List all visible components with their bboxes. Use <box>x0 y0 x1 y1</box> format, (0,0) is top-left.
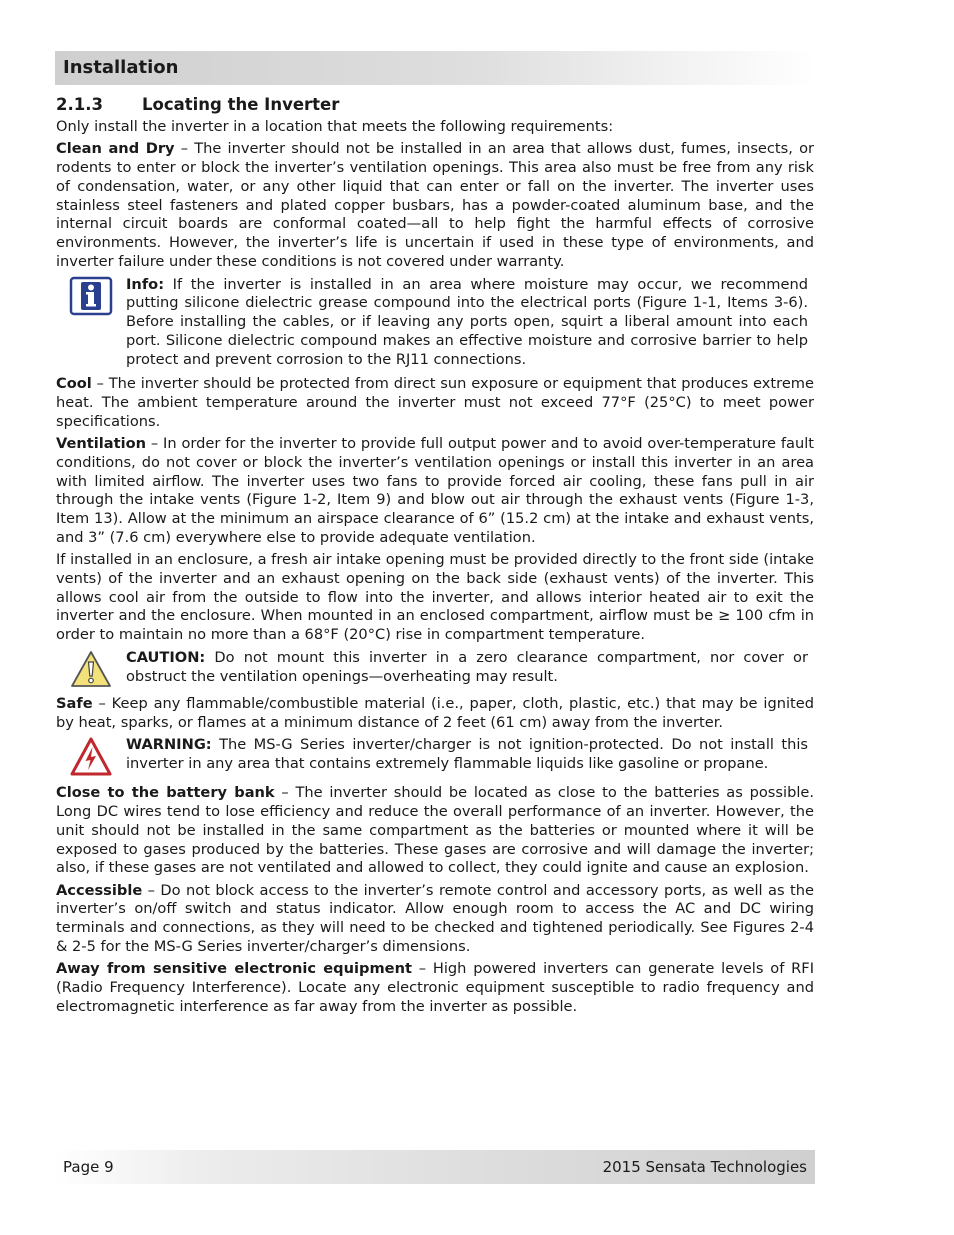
intro-paragraph: Only install the inverter in a location that meets the following requirements: <box>56 118 614 135</box>
clean-text: – The inverter should not be installed in an area that allows dust, fumes, insects, or rodents to enter or block the inverter’s ventilation openings. This area also must be free from any risk of condensation, water, or any other liquid that can enter or fall on the inverter. The inverter uses stainless steel fasteners and plated copper busbars, has a powder-coated aluminum base, and the internal circuit boards are conformal coated—all to help fight the harmful effects of corrosive environments. However, the inverter’s life is uncertain if used in these type of environments, and inverter failure under these conditions is not covered under warranty. <box>56 140 814 270</box>
warning-icon <box>69 736 113 778</box>
away-paragraph <box>56 960 814 1016</box>
info-text-block <box>126 276 814 370</box>
cool-label: Cool <box>56 375 92 393</box>
safe-text: – Keep any flammable/combustible material (i.e., paper, cloth, plastic, etc.) that may be ignited by heat, sparks, or flames at a minimum distance of 2 feet (61 cm) away from the inverter. <box>56 694 814 731</box>
caution-note <box>56 649 814 689</box>
section-title: Locating the Inverter <box>142 95 340 114</box>
header-bar <box>55 51 815 85</box>
battery-text: – The inverter should be located as close to the batteries as possible. Long DC wires tend to lose efficiency and reduce the overall performance of an inverter. However, the unit should not be installed in the same compartment as the batteries or mounted where it will be exposed to gases produced by the batteries. These gases are corrosive and will damage the inverter; also, if these gases are not ventilated and allowed to collect, they could ignite and cause an explosion. <box>56 784 815 877</box>
info-label: Info: <box>126 275 165 293</box>
header-title: Installation <box>63 57 179 78</box>
warning-note <box>56 736 814 778</box>
safe-label: Safe <box>56 694 93 712</box>
caution-text: Do not mount this inverter in a zero clearance compartment, nor cover or obstruct the ventilation openings—overheating may result. <box>126 648 808 685</box>
page-number: Page 9 <box>63 1158 114 1176</box>
clean-and-dry-paragraph <box>56 140 814 271</box>
section-number: 2.1.3 <box>56 95 103 114</box>
ventilation-label: Ventilation <box>56 435 147 452</box>
cool-text: – The inverter should be protected from direct sun exposure or equipment that produces extreme heat. The ambient temperature around the inverter must not exceed 77°F (25°C) to meet power specifications. <box>56 375 814 430</box>
info-icon <box>69 276 113 316</box>
info-text: If the inverter is installed in an area where moisture may occur, we recommend putting silicone dielectric grease compound into the electrical ports (Figure 1-1, Items 3-6). Before installing the cables, or if leaving any ports open, squirt a liberal amount into each port. Silicone dielectric compound makes an effective moisture and corrosive barrier to help protect and prevent corrosion to the RJ11 connections. <box>126 275 808 368</box>
page-content <box>56 118 814 1020</box>
cool-paragraph <box>56 375 814 431</box>
safe-paragraph <box>56 695 814 733</box>
clean-label: Clean and Dry <box>56 140 175 158</box>
section-heading <box>56 95 339 114</box>
ventilation-paragraph <box>56 435 814 548</box>
warning-label: WARNING: <box>126 736 212 754</box>
battery-paragraph <box>56 784 814 878</box>
footer-bar <box>55 1150 815 1184</box>
enclosure-paragraph: If installed in an enclosure, a fresh air intake opening must be provided directly to the front side (intake vents) of the inverter and an exhaust opening on the back side (exhaust vents) of the inverter. This allows cool air from the outside to flow into the inverter, and allows interior heated air to exit the inverter and the enclosure. When mounted in an enclosed compartment, airflow must be ≥ 100 cfm in order to maintain no more than a 68°F (20°C) rise in compartment temperature. <box>56 551 814 643</box>
warning-text-block <box>126 736 814 778</box>
accessible-label: Accessible <box>56 881 143 899</box>
accessible-paragraph <box>56 882 814 957</box>
copyright: 2015 Sensata Technologies <box>602 1158 807 1176</box>
caution-text-block <box>126 649 814 689</box>
accessible-text: – Do not block access to the inverter’s remote control and accessory ports, as well as the inverter’s on/off switch and status indicator. Allow enough room to access the AC and DC wiring terminals and connections, as they will need to be checked and tightened periodically. See Figures 2-4 & 2-5 for the MS-G Series inverter/charger’s dimensions. <box>56 881 814 955</box>
caution-icon <box>69 649 113 689</box>
ventilation-text: – In order for the inverter to provide full output power and to avoid over-temperature fault conditions, do not cover or block the inverter’s ventilation openings or install this inverter in an area with limited airflow. The inverter uses two fans to provide forced air cooling, these fans pull in air through the intake vents (Figure 1-2, Item 9) and blow out air through the exhaust vents (Figure 1-3, Item 13). Allow at the minimum an airspace clearance of 6” (15.2 cm) at the intake and exhaust vents, and 3” (7.6 cm) everywhere else to provide adequate ventilation. <box>56 435 814 546</box>
info-note <box>56 276 814 370</box>
caution-label: CAUTION: <box>126 648 206 666</box>
warning-text: The MS-G Series inverter/charger is not ignition-protected. Do not install this inverter in any area that contains extremely flammable liquids like gasoline or propane. <box>126 736 808 772</box>
away-label: Away from sensitive electronic equipment <box>56 960 412 977</box>
battery-label: Close to the battery bank <box>56 784 275 802</box>
away-text: – High powered inverters can generate levels of RFI (Radio Frequency Interference). Locate any electronic equipment susceptible to radio frequency and electromagnetic interference as far away from the inverter as possible. <box>56 960 814 1015</box>
